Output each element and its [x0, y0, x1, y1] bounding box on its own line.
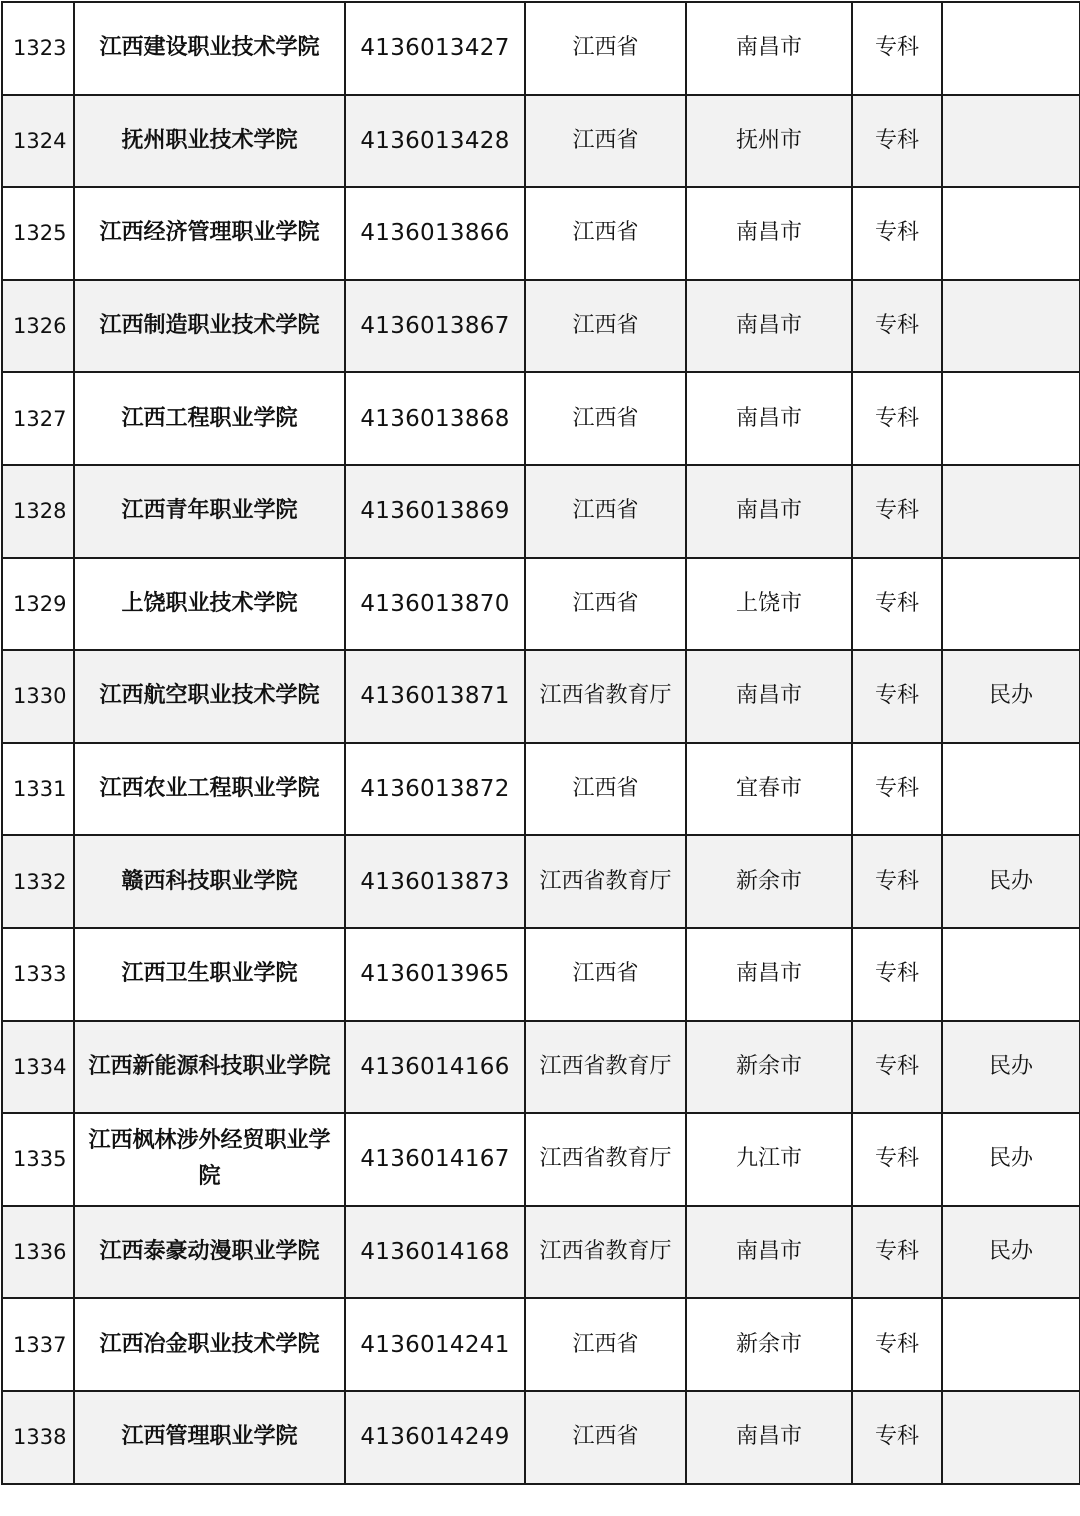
authority-cell: 江西省 — [525, 187, 686, 280]
authority-cell: 江西省 — [525, 95, 686, 188]
level-cell: 专科 — [852, 1391, 942, 1484]
table-row — [2, 650, 1080, 743]
school-code-cell: 4136013872 — [345, 743, 525, 836]
school-code-cell: 4136013866 — [345, 187, 525, 280]
school-code-cell: 4136014168 — [345, 1206, 525, 1299]
school-code-cell: 4136013867 — [345, 280, 525, 373]
school-name-cell: 上饶职业技术学院 — [74, 558, 345, 651]
city-cell: 南昌市 — [686, 187, 852, 280]
note-cell — [942, 465, 1080, 558]
row-number-cell: 1334 — [2, 1021, 74, 1114]
authority-cell: 江西省教育厅 — [525, 835, 686, 928]
table-row — [2, 372, 1080, 465]
table-row — [2, 1391, 1080, 1484]
table-row — [2, 1113, 1080, 1206]
note-cell — [942, 743, 1080, 836]
school-code-cell: 4136014166 — [345, 1021, 525, 1114]
row-number-cell: 1333 — [2, 928, 74, 1021]
table-body — [2, 2, 1080, 1484]
level-cell: 专科 — [852, 1206, 942, 1299]
authority-cell: 江西省 — [525, 558, 686, 651]
school-code-cell: 4136013965 — [345, 928, 525, 1021]
note-cell: 民办 — [942, 1206, 1080, 1299]
school-code-cell: 4136013427 — [345, 2, 525, 95]
level-cell: 专科 — [852, 187, 942, 280]
authority-cell: 江西省 — [525, 372, 686, 465]
school-name-cell: 江西新能源科技职业学院 — [74, 1021, 345, 1114]
city-cell: 南昌市 — [686, 1206, 852, 1299]
table-row — [2, 1021, 1080, 1114]
city-cell: 新余市 — [686, 835, 852, 928]
authority-cell: 江西省 — [525, 1298, 686, 1391]
note-cell — [942, 187, 1080, 280]
row-number-cell: 1327 — [2, 372, 74, 465]
note-cell: 民办 — [942, 835, 1080, 928]
city-cell: 抚州市 — [686, 95, 852, 188]
authority-cell: 江西省教育厅 — [525, 650, 686, 743]
row-number-cell: 1338 — [2, 1391, 74, 1484]
authority-cell: 江西省 — [525, 1391, 686, 1484]
city-cell: 宜春市 — [686, 743, 852, 836]
row-number-cell: 1330 — [2, 650, 74, 743]
level-cell: 专科 — [852, 280, 942, 373]
authority-cell: 江西省教育厅 — [525, 1206, 686, 1299]
row-number-cell: 1336 — [2, 1206, 74, 1299]
school-code-cell: 4136013868 — [345, 372, 525, 465]
city-cell: 九江市 — [686, 1113, 852, 1206]
level-cell: 专科 — [852, 928, 942, 1021]
row-number-cell: 1324 — [2, 95, 74, 188]
row-number-cell: 1335 — [2, 1113, 74, 1206]
level-cell: 专科 — [852, 1021, 942, 1114]
level-cell: 专科 — [852, 1113, 942, 1206]
city-cell: 新余市 — [686, 1298, 852, 1391]
school-list-table — [1, 1, 1080, 1485]
note-cell — [942, 372, 1080, 465]
school-code-cell: 4136014249 — [345, 1391, 525, 1484]
note-cell — [942, 558, 1080, 651]
school-code-cell: 4136013871 — [345, 650, 525, 743]
row-number-cell: 1329 — [2, 558, 74, 651]
school-code-cell: 4136013869 — [345, 465, 525, 558]
school-name-cell: 江西青年职业学院 — [74, 465, 345, 558]
school-code-cell: 4136013428 — [345, 95, 525, 188]
authority-cell: 江西省 — [525, 928, 686, 1021]
school-code-cell: 4136014241 — [345, 1298, 525, 1391]
level-cell: 专科 — [852, 2, 942, 95]
note-cell — [942, 95, 1080, 188]
table-row — [2, 558, 1080, 651]
note-cell: 民办 — [942, 650, 1080, 743]
school-name-cell: 江西经济管理职业学院 — [74, 187, 345, 280]
note-cell — [942, 2, 1080, 95]
school-name-cell: 江西制造职业技术学院 — [74, 280, 345, 373]
school-name-cell: 江西枫林涉外经贸职业学院 — [74, 1113, 345, 1206]
level-cell: 专科 — [852, 1298, 942, 1391]
city-cell: 南昌市 — [686, 650, 852, 743]
school-name-cell: 江西建设职业技术学院 — [74, 2, 345, 95]
school-name-cell: 江西农业工程职业学院 — [74, 743, 345, 836]
level-cell: 专科 — [852, 465, 942, 558]
note-cell — [942, 1298, 1080, 1391]
note-cell: 民办 — [942, 1021, 1080, 1114]
authority-cell: 江西省 — [525, 743, 686, 836]
city-cell: 南昌市 — [686, 372, 852, 465]
note-cell — [942, 928, 1080, 1021]
school-name-cell: 江西工程职业学院 — [74, 372, 345, 465]
school-name-cell: 江西航空职业技术学院 — [74, 650, 345, 743]
school-name-cell: 赣西科技职业学院 — [74, 835, 345, 928]
table-row — [2, 2, 1080, 95]
school-name-cell: 江西泰豪动漫职业学院 — [74, 1206, 345, 1299]
table-row — [2, 280, 1080, 373]
authority-cell: 江西省教育厅 — [525, 1021, 686, 1114]
table-row — [2, 835, 1080, 928]
row-number-cell: 1325 — [2, 187, 74, 280]
table-row — [2, 1206, 1080, 1299]
note-cell — [942, 1391, 1080, 1484]
level-cell: 专科 — [852, 743, 942, 836]
school-name-cell: 江西冶金职业技术学院 — [74, 1298, 345, 1391]
school-code-cell: 4136014167 — [345, 1113, 525, 1206]
school-name-cell: 江西卫生职业学院 — [74, 928, 345, 1021]
authority-cell: 江西省 — [525, 465, 686, 558]
row-number-cell: 1328 — [2, 465, 74, 558]
row-number-cell: 1332 — [2, 835, 74, 928]
city-cell: 新余市 — [686, 1021, 852, 1114]
row-number-cell: 1323 — [2, 2, 74, 95]
note-cell: 民办 — [942, 1113, 1080, 1206]
school-code-cell: 4136013870 — [345, 558, 525, 651]
table-row — [2, 465, 1080, 558]
city-cell: 南昌市 — [686, 465, 852, 558]
school-name-cell: 江西管理职业学院 — [74, 1391, 345, 1484]
authority-cell: 江西省教育厅 — [525, 1113, 686, 1206]
city-cell: 南昌市 — [686, 280, 852, 373]
city-cell: 南昌市 — [686, 1391, 852, 1484]
level-cell: 专科 — [852, 650, 942, 743]
level-cell: 专科 — [852, 372, 942, 465]
authority-cell: 江西省 — [525, 2, 686, 95]
school-code-cell: 4136013873 — [345, 835, 525, 928]
row-number-cell: 1331 — [2, 743, 74, 836]
row-number-cell: 1326 — [2, 280, 74, 373]
level-cell: 专科 — [852, 835, 942, 928]
table-row — [2, 1298, 1080, 1391]
table-row — [2, 928, 1080, 1021]
table-row — [2, 743, 1080, 836]
authority-cell: 江西省 — [525, 280, 686, 373]
city-cell: 上饶市 — [686, 558, 852, 651]
table-row — [2, 95, 1080, 188]
table-row — [2, 187, 1080, 280]
city-cell: 南昌市 — [686, 928, 852, 1021]
note-cell — [942, 280, 1080, 373]
row-number-cell: 1337 — [2, 1298, 74, 1391]
level-cell: 专科 — [852, 558, 942, 651]
school-name-cell: 抚州职业技术学院 — [74, 95, 345, 188]
level-cell: 专科 — [852, 95, 942, 188]
city-cell: 南昌市 — [686, 2, 852, 95]
